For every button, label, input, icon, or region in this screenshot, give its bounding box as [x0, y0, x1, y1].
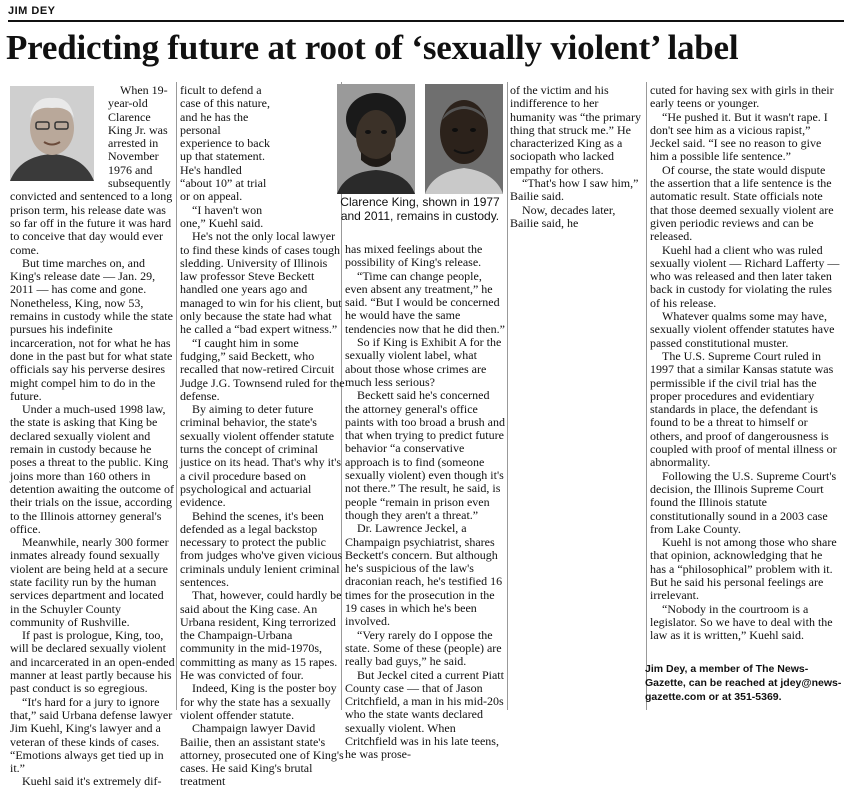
- article-paragraph: If past is prologue, King, too, will be declared sexually violent and incarcerated in an open-ended manner at least partly because his past conduct is so egregious.: [10, 628, 175, 696]
- article-column-2: [180, 84, 345, 789]
- article-paragraph: Kuehl had a client who was ruled sexually violent — Richard Lafferty — who was released and then later taken back in custody for violating the rules of his release.: [650, 242, 840, 310]
- article-paragraph: But time marches on, and King's release date — Jan. 29, 2011 — has come and gone. Nonetheless, King, now 53, remains in custody while the state pursues his indefinite incarceration, not for what he has done in the past but for what state officials say his perverse desires might compel him to do in the future.: [10, 255, 173, 403]
- article-paragraph: “Nobody in the courtroom is a legislator. So we have to deal with the law as it is written,” Kuehl said.: [650, 601, 833, 643]
- article-paragraph: Of course, the state would dispute the assertion that a life sentence is the automatic result. State officials note that those deemed sexually violent are given periodic reviews and can be released.: [650, 162, 834, 244]
- column-rule: [176, 82, 177, 710]
- king-photo-2011: [425, 84, 503, 194]
- article-paragraph: By aiming to deter future criminal behavior, the state's sexually violent offender statute turns the concept of criminal justice on its head. That's why it's a civil procedure based on psychological and actuarial evidence.: [180, 402, 342, 510]
- portrait-spacer: [10, 84, 108, 190]
- king-photo-1977: [337, 84, 415, 194]
- article-column-5: [650, 84, 840, 642]
- article-column-1-body: [10, 84, 175, 789]
- article-column-4: [510, 84, 644, 230]
- article-paragraph: Kuehl said it's extremely dif-: [22, 774, 162, 789]
- photo-caption: Clarence King, shown in 1977 and 2011, remains in custody.: [340, 195, 500, 223]
- article-paragraph: ficult to defend a case of this nature, and he has the personal experience to back up that statement. He's handled “about 10” at trial or on appeal.: [180, 83, 270, 204]
- column-rule: [507, 82, 508, 710]
- article-paragraph: “That's how I saw him,” Bailie said.: [510, 176, 639, 204]
- headline: Predicting future at root of ‘sexually violent’ label: [6, 28, 739, 67]
- article-paragraph: cuted for having sex with girls in their early teens or younger.: [650, 83, 834, 111]
- article-paragraph: Under a much-used 1998 law, the state is asking that King be declared sexually violent and remain in custody because he poses a threat to the public. King joins more than 160 others in detention awaiting the outcome of their trials on the issue, according to the Illinois attorney general's office.: [10, 402, 174, 536]
- article-paragraph: Behind the scenes, it's been defended as a legal backstop necessary to protect the public from judges who've given vicious criminals unduly lenient criminal sentences.: [180, 508, 343, 589]
- byline: JIM DEY: [8, 5, 56, 17]
- article-paragraph: He's not the only local lawyer to find these kinds of cases tough sledding. University of Illinois law professor Steve Beckett handled one years ago and managed to win for his client, but only because the state had what he called a “bad expert witness.”: [180, 229, 342, 337]
- article-paragraph: But Jeckel cited a current Piatt County case — that of Jason Critchfield, a man in his mid-20s who the state wants declared sexually violent. When Critchfield was in his late teens, he was prose-: [345, 667, 504, 762]
- article-paragraph: has mixed feelings about the possibility of King's release.: [345, 242, 483, 270]
- article-paragraph: Indeed, King is the poster boy for why the state has a sexually violent offender statute.: [180, 681, 337, 722]
- article-paragraph: Beckett said he's concerned the attorney general's office paints with too broad a brush and that when trying to predict future behavior “a conservative approach is to find (someone sexually violent) even though it's not there.” The result, he said, is people “remain in prison even though they aren't a threat.”: [345, 388, 505, 522]
- article-paragraph: “It's hard for a jury to ignore that,” said Urbana defense lawyer Jim Kuehl, King's lawyer and a veteran of these kinds of cases. “Emotions always get tied up in it.”: [10, 694, 173, 776]
- article-paragraph: Kuehl is not among those who share that opinion, acknowledging that he has a “philosophical” problem with it. But he said his personal feelings are irrelevant.: [650, 535, 837, 603]
- article-paragraph: Whatever qualms some may have, sexually violent offender statutes have passed constitutional muster.: [650, 309, 835, 350]
- article-paragraph: Dr. Lawrence Jeckel, a Champaign psychiatrist, shares Beckett's concern. But although he's suspicious of the law's draconian reach, he's testified 16 times for the prosecution in the 19 cases in which he's been involved.: [345, 521, 503, 629]
- column-rule: [646, 82, 647, 710]
- author-signature: Jim Dey, a member of The News-Gazette, can be reached at jdey@news-gazette.com or at 351-5369.: [645, 663, 842, 703]
- article-paragraph: Now, decades later, Bailie said, he: [510, 202, 616, 230]
- article-paragraph: “Very rarely do I oppose the state. Some of these (people) are really bad guys,” he said.: [345, 627, 502, 669]
- article-paragraph: The U.S. Supreme Court ruled in 1997 that a similar Kansas statute was permissible if the civil trial has the proper procedures and evidentiary standards in place, the defendant is found to be a threat to himself or others, and proof of dangerousness is coupled with proof of mental illness or abnormality.: [650, 348, 837, 470]
- article-paragraph: Meanwhile, nearly 300 former inmates already found sexually violent are being held at a secure state facility run by the human services department and located in the Schuyler County community of Rushville.: [10, 535, 169, 629]
- article-column-3: [345, 243, 505, 762]
- article-paragraph: of the victim and his indifference to her humanity was “the primary thing that struck me.” He characterized King as a sociopath who lacked empathy for others.: [510, 83, 641, 177]
- article-paragraph: Following the U.S. Supreme Court's decision, the Illinois Supreme Court found the Illinois statute constitutionally sound in a 2003 case from Lake County.: [650, 468, 837, 536]
- byline-bar: [8, 4, 844, 22]
- article-paragraph: Champaign lawyer David Bailie, then an assistant state's attorney, prosecuted one of King's cases. He said King's brutal treatment: [180, 721, 344, 789]
- article-paragraph: “I haven't won one,” Kuehl said.: [180, 202, 264, 230]
- article-paragraph: That, however, could hardly be said about the King case. An Urbana resident, King terrorized the Champaign-Urbana community in the mid-1970s, committing as many as 15 rapes. He was convicted of four.: [180, 588, 342, 683]
- article-paragraph: “Time can change people, even absent any treatment,” he said. “But I would be concerned he would have the same tendencies now that he did then.”: [345, 268, 505, 336]
- article-paragraph: “He pushed it. But it wasn't rape. I don't see him as a vicious rapist,” Jeckel said. “I see no reason to give him a possible life sentence.”: [650, 109, 828, 164]
- article-paragraph: When 19-year-old Clarence King Jr. was arrested in November 1976 and subsequently convicted and sentenced to a long prison term, his release date was so far off in the future it was hard to conceive that day would ever come.: [10, 83, 173, 257]
- article-paragraph: So if King is Exhibit A for the sexually violent label, what about those whose crimes are much less serious?: [345, 335, 502, 389]
- article-paragraph: “I caught him in some fudging,” said Beckett, who recalled that now-retired Circuit Judge J.G. Townsend ruled for the defense.: [180, 335, 345, 403]
